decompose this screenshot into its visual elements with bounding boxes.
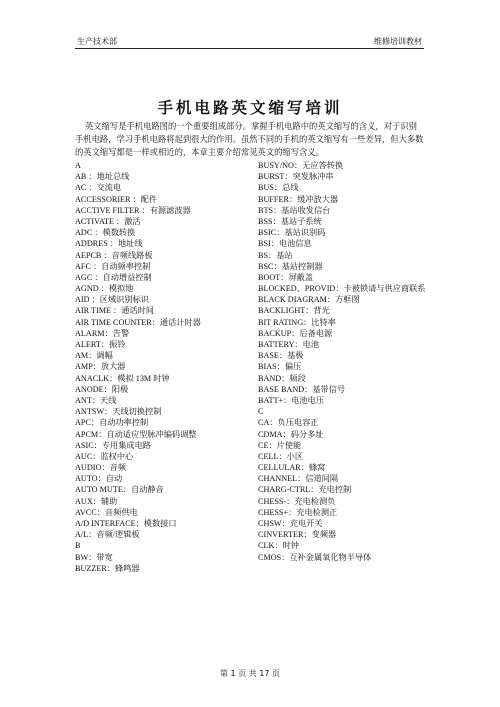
glossary-entry: AUDIO：音频 — [75, 463, 126, 473]
glossary-entry: AIR TIME COUNTER：通话计时器 — [75, 317, 201, 327]
glossary-entry: BLOCKED、PROVID：卡被锁请与供应商联系 — [258, 284, 426, 294]
glossary-entry: CDMA：码分多址 — [258, 429, 324, 439]
glossary-entry: ACCTIVE FILTER ：有源滤波器 — [75, 205, 191, 215]
glossary-entry: AUX：辅助 — [75, 496, 118, 506]
glossary-entry: BURST：突发脉冲串 — [258, 172, 334, 182]
glossary-entry: BACKUP：后备电源 — [258, 328, 333, 338]
glossary-entry: BIT RATING：比特率 — [258, 317, 336, 327]
glossary-entry: BATT+：电池电压 — [258, 395, 325, 405]
glossary-entry: BLACK DIAGRAM：方框图 — [258, 295, 360, 305]
glossary-entry: ALERT：振铃 — [75, 340, 126, 349]
glossary-left-column — [75, 160, 265, 574]
glossary-entry: ADDRES ：地址线 — [75, 239, 143, 249]
glossary-entry: BASE：基极 — [258, 351, 304, 361]
glossary-entry: AC ：交流电 — [75, 183, 122, 193]
glossary-entry: CHESS-：充电检测负 — [258, 496, 336, 506]
document-title: 手机电路英文缩写培训 — [157, 98, 343, 117]
glossary-right-column — [258, 160, 448, 563]
glossary-entry: BATTERY：电池 — [258, 340, 319, 350]
glossary-entry: APC：自动功率控制 — [75, 418, 149, 428]
header-department: 生产技术部 — [77, 37, 117, 46]
page-header — [75, 34, 424, 49]
glossary-entry: BAND：频段 — [258, 373, 306, 383]
glossary-entry: AB ：地址总线 — [75, 172, 130, 182]
glossary-entry: CHSW：充电开关 — [258, 519, 323, 529]
glossary-entry: ANT：天线 — [75, 395, 117, 405]
glossary-entry: APCM：自动适应型脉冲编码调整 — [75, 429, 197, 439]
glossary-entry: CHARG-CTRL：充电控制 — [258, 485, 352, 495]
glossary-entry: CA：负压电容正 — [258, 418, 319, 428]
glossary-entry: BSIC：基站识别码 — [258, 228, 326, 238]
glossary-entry: BASE BAND：基带信号 — [258, 384, 346, 394]
glossary-entry: BSS：基站子系统 — [258, 216, 322, 226]
glossary-entry: BACKLIGHT：背光 — [258, 306, 330, 316]
glossary-entry: BSC：基站控制器 — [258, 261, 323, 271]
glossary-entry: BTS：基站收发信台 — [258, 205, 331, 215]
glossary-entry: CMOS：互补金属氧化物半导体 — [258, 552, 372, 562]
glossary-entry: AIR TIME ：通话时间 — [75, 306, 154, 316]
glossary-entry: BIAS：偏压 — [258, 362, 302, 372]
glossary-entry: AM：调幅 — [75, 351, 113, 361]
page-footer: 第 1 页 共 17 页 — [220, 669, 280, 678]
glossary-entry: AMP：放大器 — [75, 362, 126, 372]
glossary-entry: C — [258, 407, 264, 417]
glossary-entry: BUZZER：蜂鸣器 — [75, 563, 140, 573]
glossary-entry: AID ：区域识别标识 — [75, 295, 149, 305]
glossary-entry: ALARM：告警 — [75, 328, 130, 338]
glossary-entry: ACTIVATE ：激活 — [75, 216, 141, 226]
glossary-entry: BUFFER：缓冲放大器 — [258, 194, 339, 204]
glossary-entry: ANACLK：模拟 13M 时钟 — [75, 373, 170, 383]
glossary-entry: B — [75, 541, 81, 551]
glossary-entry: AEPCB ：音频线路板 — [75, 250, 153, 260]
glossary-entry: ANTSW：天线切换控制 — [75, 407, 162, 417]
glossary-entry: ANODE：阳极 — [75, 384, 129, 394]
glossary-entry: CHANNEL：信道间隔 — [258, 474, 339, 484]
glossary-entry: A/L：音频/逻辑板 — [75, 530, 140, 540]
glossary-entry: CELL：小区 — [258, 451, 304, 461]
glossary-entry: AUTO MUTE：自动静音 — [75, 485, 164, 495]
glossary-entry: BS：基站 — [258, 250, 293, 260]
glossary-entry: BUSY/NO：无应答转换 — [258, 161, 344, 170]
glossary-entry: AUTO：自动 — [75, 474, 123, 484]
glossary-entry: A/D INTERFACE：模数接口 — [75, 519, 177, 528]
glossary-entry: BOOT：屏蔽盖 — [258, 272, 314, 282]
glossary-entry: CELLULAR：蜂窝 — [258, 463, 326, 473]
glossary-entry: AUC：监权中心 — [75, 451, 134, 461]
glossary-entry: BW：带宽 — [75, 552, 113, 562]
glossary-entry: CHESS+：充电检测正 — [258, 507, 338, 517]
glossary-entry: AFC ：自动频率控制 — [75, 261, 151, 271]
glossary-entry: AGC ：自动增益控制 — [75, 272, 152, 282]
glossary-entry: ASIC：专用集成电路 — [75, 440, 151, 450]
glossary-entry: AVCC：音频供电 — [75, 507, 138, 517]
intro-paragraph: 英文缩写是手机电路图的一个重要组成部分。掌握手机电路中的英文缩写的含义，对于识别手机电路，学习手机电路将起到很大的作用。虽然不同的手机的英文缩写有一些差异，但大多数的英文缩写都是一样或相近的，本章主要介绍常见英文的缩写含义。 — [75, 121, 424, 157]
glossary-entry: BUS：总线 — [258, 183, 299, 193]
glossary-entry: CLK：时钟 — [258, 541, 299, 551]
glossary-entry: CE：片使能 — [258, 440, 302, 450]
header-doc-title: 维修培训教材 — [374, 37, 422, 46]
glossary-entry: ACCESSORIER ：配件 — [75, 194, 158, 204]
glossary-entry: CINVERTER：变频器 — [258, 530, 337, 540]
glossary-entry: AGND ：模拟地 — [75, 284, 134, 294]
glossary-entry: BSI：电池信息 — [258, 239, 312, 249]
glossary-entry: ADC ：模数转换 — [75, 228, 136, 238]
glossary-entry: A — [75, 161, 81, 170]
